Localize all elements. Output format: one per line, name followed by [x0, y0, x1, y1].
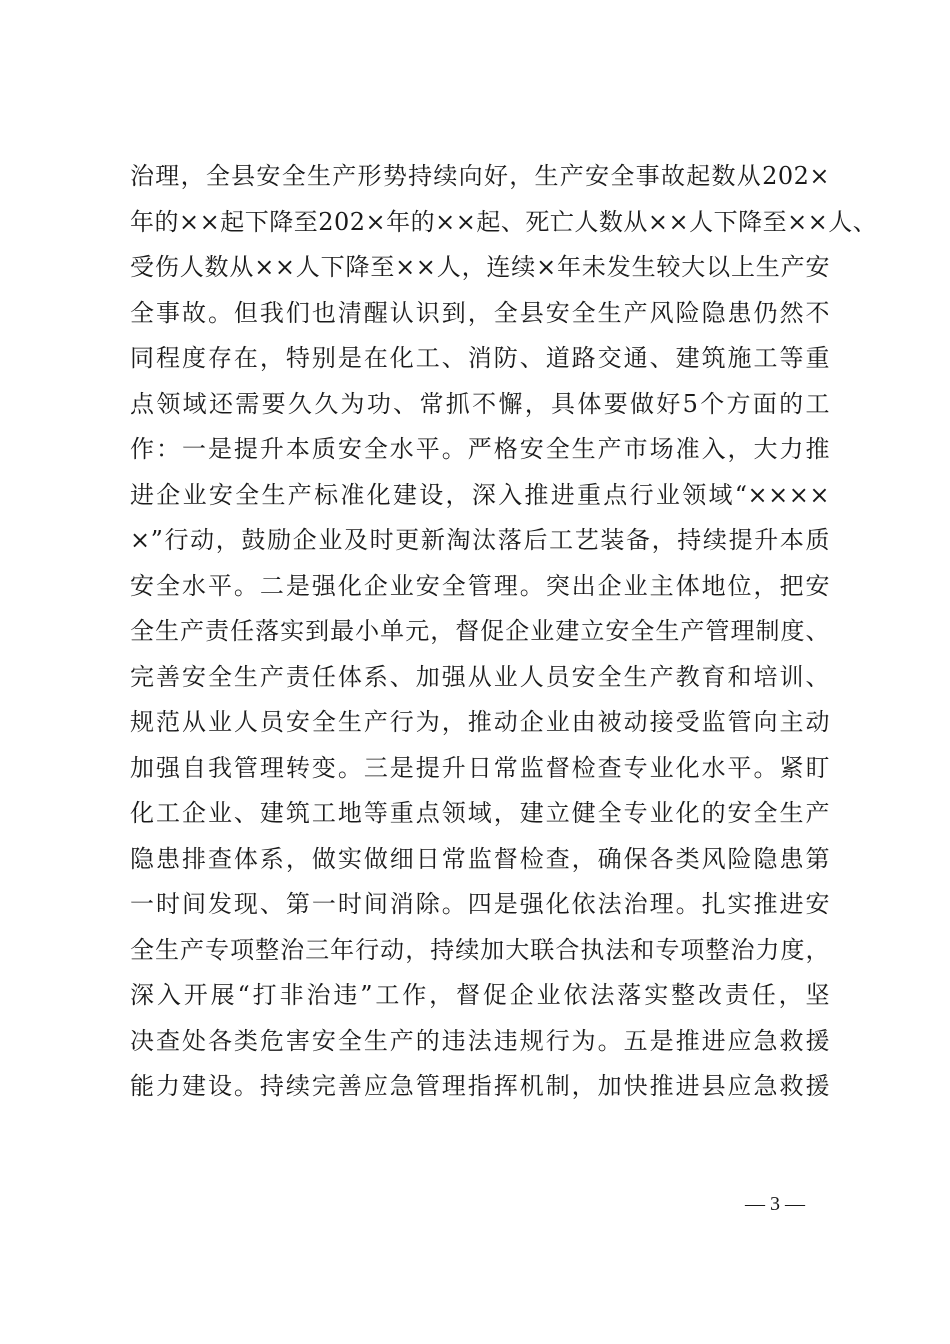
text-line: ×”行动，鼓励企业及时更新淘汰落后工艺装备，持续提升本质: [130, 526, 830, 554]
text-line: 化工企业、建筑工地等重点领域，建立健全专业化的安全生产: [130, 799, 830, 827]
body-text: [130, 154, 878, 1110]
text-line: 作：一是提升本质安全水平。严格安全生产市场准入，大力推: [130, 435, 830, 463]
text-line: 决查处各类危害安全生产的违法违规行为。五是推进应急救援: [130, 1026, 830, 1055]
text-line: 一时间发现、第一时间消除。四是强化依法治理。扎实推进安: [130, 890, 830, 918]
text-line: 规范从业人员安全生产行为，推动企业由被动接受监管向主动: [130, 708, 830, 736]
text-line: 安全水平。二是强化企业安全管理。突出企业主体地位，把安: [130, 571, 830, 600]
text-line: 点领域还需要久久为功、常抓不懈，具体要做好5个方面的工: [130, 389, 830, 418]
page-number: — 3 —: [745, 1193, 805, 1215]
text-line: 能力建设。持续完善应急管理指挥机制，加快推进县应急救援: [130, 1072, 830, 1100]
text-line: 深入开展“打非治违”工作，督促企业依法落实整改责任，坚: [130, 981, 830, 1009]
text-line: 加强自我管理转变。三是提升日常监督检查专业化水平。紧盯: [130, 753, 830, 782]
text-line: 受伤人数从××人下降至××人，连续×年未发生较大以上生产安: [130, 253, 830, 281]
text-line: 年的××起下降至202×年的××起、死亡人数从××人下降至××人、: [130, 207, 878, 236]
text-line: 隐患排查体系，做实做细日常监督检查，确保各类风险隐患第: [130, 844, 830, 873]
text-line: 全事故。但我们也清醒认识到，全县安全生产风险隐患仍然不: [130, 298, 830, 327]
text-line: 同程度存在，特别是在化工、消防、道路交通、建筑施工等重: [130, 344, 830, 372]
text-line: 全生产专项整治三年行动，持续加大联合执法和专项整治力度，: [130, 935, 830, 964]
text-line: 全生产责任落实到最小单元，督促企业建立安全生产管理制度、: [130, 617, 830, 645]
text-line: 治理，全县安全生产形势持续向好，生产安全事故起数从202×: [130, 162, 830, 190]
text-line: 完善安全生产责任体系、加强从业人员安全生产教育和培训、: [130, 662, 830, 691]
text-line: 进企业安全生产标准化建设，深入推进重点行业领域“××××: [130, 480, 830, 509]
